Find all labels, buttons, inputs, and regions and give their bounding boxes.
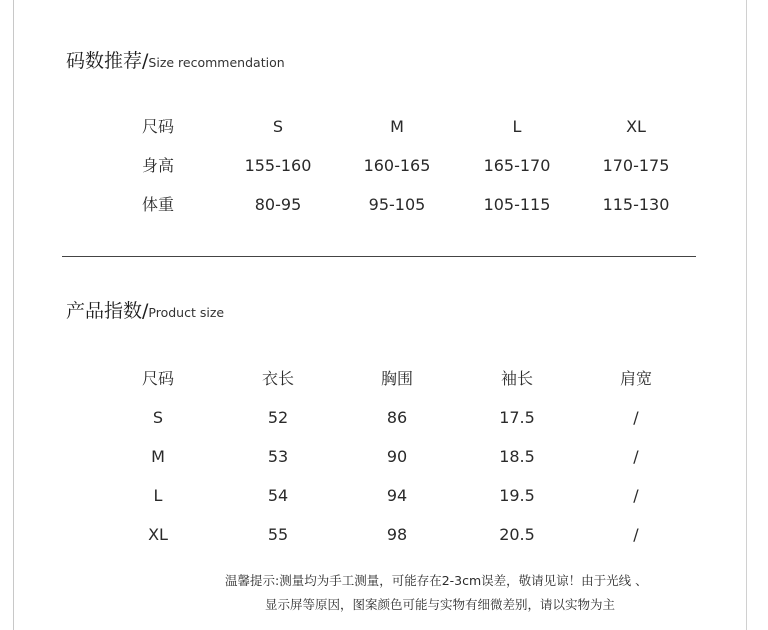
- table-cell: 55: [267, 525, 289, 544]
- column-header-size: 尺码: [141, 369, 174, 388]
- table-cell: 90: [386, 447, 408, 466]
- table-cell: 165-170: [483, 156, 551, 175]
- size-label: S: [152, 408, 164, 427]
- column-header-sleeve: 袖长: [500, 369, 533, 388]
- table-cell: 98: [386, 525, 408, 544]
- measurement-note-line-1: 温馨提示:测量均为手工测量，可能存在2-3cm误差，敬请见谅！由于光线 、: [225, 573, 648, 588]
- measurement-note-line-2: 显示屏等原因，图案颜色可能与实物有细微差别，请以实物为主: [265, 597, 616, 612]
- table-cell: /: [633, 408, 639, 427]
- table-cell: 20.5: [499, 525, 535, 544]
- table-cell: /: [633, 447, 639, 466]
- column-header-l: L: [512, 117, 522, 136]
- product-size-title-en: Product size: [148, 305, 225, 320]
- column-header-shoulder: 肩宽: [619, 369, 652, 388]
- table-cell: 170-175: [602, 156, 670, 175]
- table-cell: 17.5: [499, 408, 535, 427]
- table-cell: 54: [267, 486, 289, 505]
- title-separator: /: [142, 300, 149, 322]
- size-label: XL: [148, 525, 168, 544]
- row-header-height: 身高: [141, 156, 174, 175]
- table-cell: 95-105: [368, 195, 426, 214]
- size-recommendation-title-zh: 码数推荐: [66, 50, 143, 72]
- row-header-weight: 体重: [141, 195, 174, 214]
- table-cell: 53: [267, 447, 289, 466]
- column-header-xl: XL: [626, 117, 646, 136]
- column-header-s: S: [272, 117, 284, 136]
- size-label: M: [151, 447, 165, 466]
- table-cell: 155-160: [244, 156, 312, 175]
- size-recommendation-title: [66, 46, 285, 73]
- table-cell: 94: [386, 486, 408, 505]
- size-label: L: [153, 486, 163, 505]
- title-separator: /: [142, 50, 149, 72]
- frame-left-border: [13, 0, 14, 630]
- table-cell: /: [633, 525, 639, 544]
- size-recommendation-title-en: Size recommendation: [148, 55, 285, 70]
- table-cell: 19.5: [499, 486, 535, 505]
- section-divider: [62, 256, 696, 257]
- table-cell: 115-130: [602, 195, 670, 214]
- column-header-m: M: [390, 117, 404, 136]
- column-header-chest: 胸围: [380, 369, 413, 388]
- row-header-size: 尺码: [141, 117, 174, 136]
- table-cell: 86: [386, 408, 408, 427]
- column-header-length: 衣长: [261, 369, 294, 388]
- table-cell: /: [633, 486, 639, 505]
- table-cell: 80-95: [254, 195, 302, 214]
- table-cell: 52: [267, 408, 289, 427]
- table-cell: 160-165: [363, 156, 431, 175]
- product-size-title: [66, 296, 224, 323]
- table-cell: 18.5: [499, 447, 535, 466]
- frame-right-border: [746, 0, 747, 630]
- product-size-title-zh: 产品指数: [66, 300, 143, 322]
- table-cell: 105-115: [483, 195, 551, 214]
